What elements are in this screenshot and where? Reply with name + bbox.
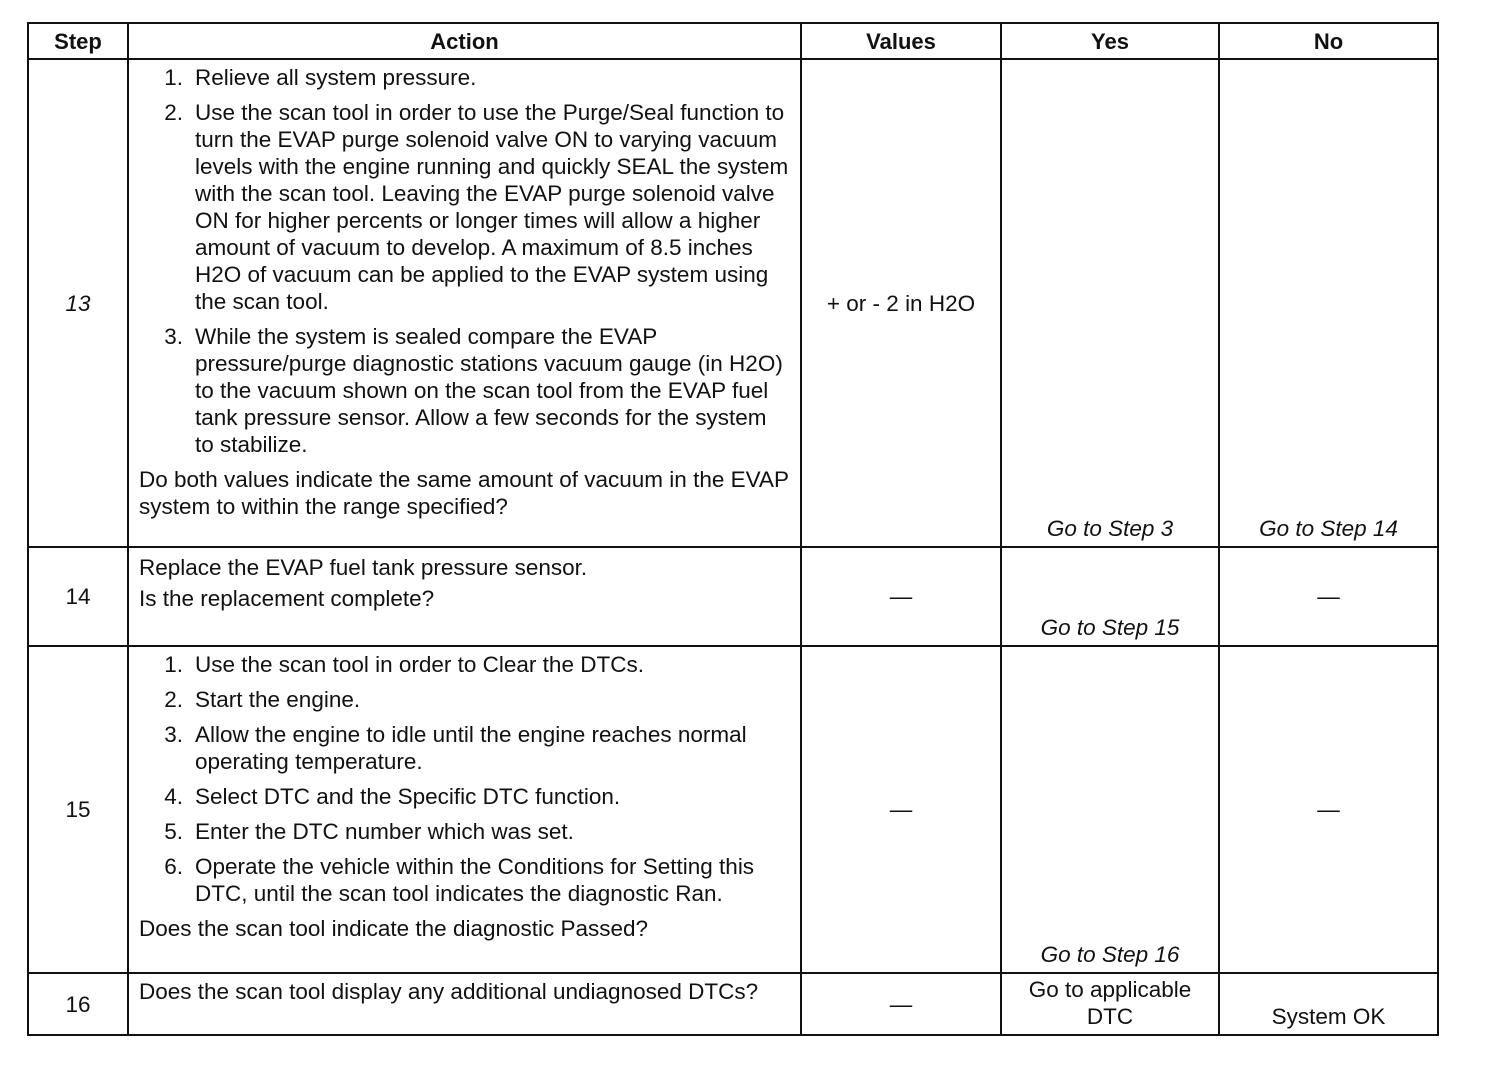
table-row (28, 646, 1438, 973)
action-cell (128, 59, 801, 547)
no-cell: — (1219, 646, 1438, 973)
diagnostic-table (27, 22, 1439, 1036)
values-cell: — (801, 973, 1001, 1035)
action-steps (139, 651, 790, 907)
yes-cell (1001, 547, 1219, 646)
action-step: 3. Allow the engine to idle until the engine reaches normal operating temperature. (164, 722, 747, 774)
goto-link: Go to Step 14 (1259, 516, 1398, 541)
goto-link: Go to Step 3 (1046, 516, 1174, 541)
action-step: 6. Operate the vehicle within the Conditions for Setting this DTC, until the scan tool indicates the diagnostic Ran. (164, 854, 755, 906)
action-step: 5. Enter the DTC number which was set. (164, 819, 574, 844)
action-question: Does the scan tool display any additional undiagnosed DTCs? (139, 979, 759, 1004)
table-row (28, 59, 1438, 547)
header-step: Step (28, 23, 128, 59)
action-question: Does the scan tool indicate the diagnostic Passed? (139, 916, 649, 941)
action-step: 4. Select DTC and the Specific DTC function. (164, 784, 621, 809)
action-step: 1. Relieve all system pressure. (164, 65, 477, 90)
goto-link: Go to applicable DTC (1028, 977, 1192, 1029)
no-cell (1219, 973, 1438, 1035)
action-cell (128, 646, 801, 973)
table-row (28, 973, 1438, 1035)
header-yes: Yes (1001, 23, 1219, 59)
no-cell: — (1219, 547, 1438, 646)
action-question: Do both values indicate the same amount of vacuum in the EVAP system to within the range specified? (139, 467, 789, 519)
step-number: 16 (28, 973, 128, 1035)
action-cell (128, 547, 801, 646)
header-values: Values (801, 23, 1001, 59)
action-cell (128, 973, 801, 1035)
action-step: 3. While the system is sealed compare the EVAP pressure/purge diagnostic stations vacuum gauge (in H2O) to the vacuum shown on the scan tool from the EVAP fuel tank pressure sensor. Allow a few seconds for the system to stabilize. (164, 324, 783, 457)
action-step: 2. Start the engine. (164, 687, 361, 712)
yes-cell (1001, 973, 1219, 1035)
yes-cell (1001, 59, 1219, 547)
yes-cell (1001, 646, 1219, 973)
values-cell: + or - 2 in H2O (801, 59, 1001, 547)
table-row (28, 547, 1438, 646)
goto-link: Go to Step 16 (1040, 942, 1180, 967)
action-step: 2. Use the scan tool in order to use the Purge/Seal function to turn the EVAP purge solenoid valve ON to varying vacuum levels with the engine running and quickly SEAL the system with the scan tool. Leaving the EVAP purge solenoid valve ON for higher percents or longer times will allow a higher amount of vacuum to develop. A maximum of 8.5 inches H2O of vacuum can be applied to the EVAP system using the scan tool. (164, 100, 789, 314)
action-step: 1. Use the scan tool in order to Clear the DTCs. (164, 652, 644, 677)
values-cell: — (801, 547, 1001, 646)
values-cell: — (801, 646, 1001, 973)
step-number: 14 (28, 547, 128, 646)
action-line: Replace the EVAP fuel tank pressure sensor. (139, 555, 588, 580)
header-row (28, 23, 1438, 59)
no-cell (1219, 59, 1438, 547)
system-ok-text: System OK (1271, 1004, 1386, 1029)
action-steps (139, 64, 790, 458)
header-action: Action (128, 23, 801, 59)
goto-link: Go to Step 15 (1040, 615, 1180, 640)
action-question: Is the replacement complete? (139, 586, 435, 611)
step-number: 15 (28, 646, 128, 973)
header-no: No (1219, 23, 1438, 59)
step-number: 13 (28, 59, 128, 547)
